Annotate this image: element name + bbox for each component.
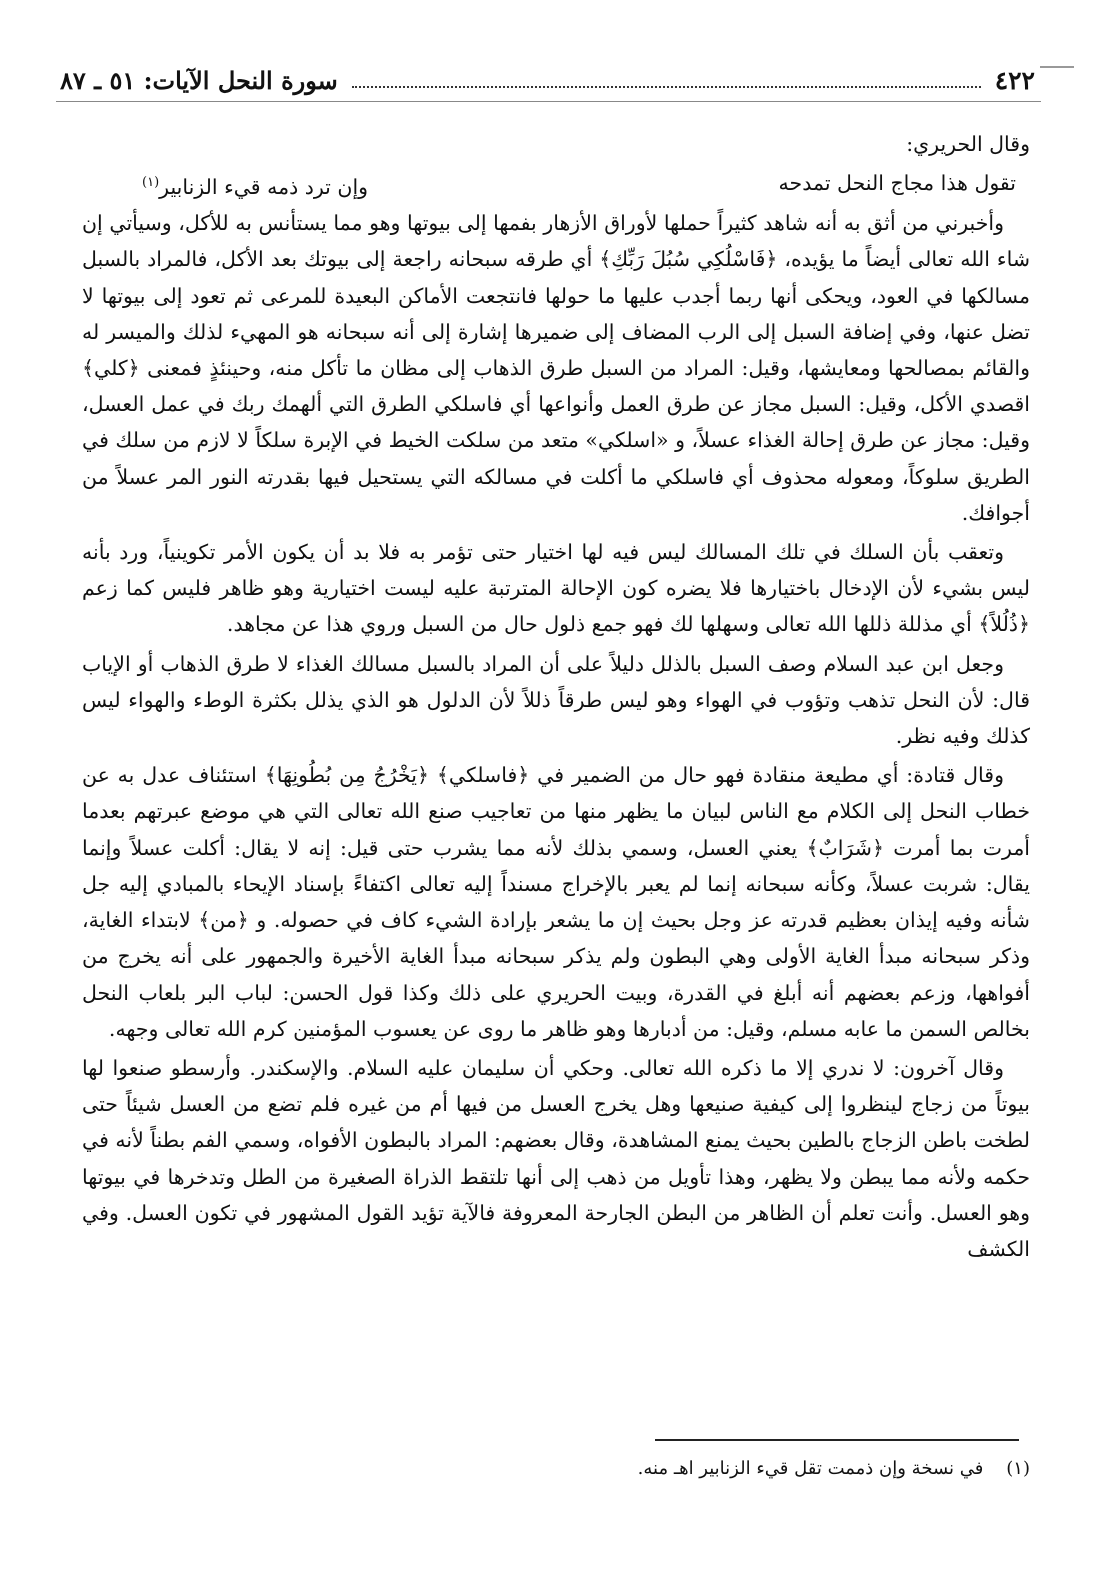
paragraph: وتعقب بأن السلك في تلك المسالك ليس فيه لها اختيار حتى تؤمر به فلا بد أن يكون الأمر تكوينياً، ورد بأنه ليس بشيء لأن الإدخال باختيارها فلا يضره كون الإحالة المترتبة عليه ليست اختيارية وهو ظاهر فليس كما زعم ﴿ذُلُلاً﴾ أي مذللة ذللها الله تعالى وسهلها لك فهو جمع ذلول حال من السبل وروي هذا عن مجاهد. xyxy=(82,540,1030,637)
footnote-separator xyxy=(655,1439,1019,1441)
header-rule xyxy=(56,101,1041,102)
paragraph: وقال قتادة: أي مطيعة منقادة فهو حال من الضمير في ﴿فاسلكي﴾ ﴿يَخْرُجُ مِن بُطُونِهَا﴾ استئناف عدل به عن خطاب النحل إلى الكلام مع الناس لبيان ما يظهر منها من تعاجيب صنع الله تعالى التي هي موضع عبرتهم بعدما أمرت بما أمرت ﴿شَرَابٌ﴾ يعني العسل، وسمي بذلك لأنه مما يشرب حتى قيل: إنه لا يقال: أكلت عسلاً وإنما يقال: شربت عسلاً، وكأنه سبحانه إنما لم يعبر بالإخراج مسنداً إليه تعالى اكتفاءً بإسناد الإيحاء بالمبادي إليه جل شأنه وفيه إيذان بعظيم قدرته عز وجل بحيث إن ما يشعر بإرادة الشيء كاف في حصوله. و ﴿من﴾ لابتداء الغاية، وذكر سبحانه مبدأ الغاية الأولى وهي البطون ولم يذكر سبحانه مبدأ الغاية الأخيرة والجمهور على أنه يخرج من أفواهها، وزعم بعضهم أنه أبلغ في القدرة، وبيت الحريري على ذلك وكذا قول الحسن: لباب البر بلعاب النحل بخالص السمن ما عابه مسلم، وقيل: من أدبارها وهو ظاهر ما روى عن يعسوب المؤمنين كرم الله تعالى وجهه. xyxy=(82,763,1030,1041)
running-header xyxy=(60,62,1035,98)
verse-second-hemistich: وإن ترد ذمه قيء الزنابير$^{(١)}$ xyxy=(142,175,369,200)
footnote-marker: (١) xyxy=(1006,1458,1030,1479)
footnote xyxy=(560,1456,1030,1482)
surah-title: سورة النحل الآيات: ٥١ ـ ٨٧ xyxy=(60,65,338,95)
paragraph: وأخبرني من أثق به أنه شاهد كثيراً حملها لأوراق الأزهار بفمها إلى بيوتها وهو مما يستأنس به للأكل، وسيأتي إن شاء الله تعالى أيضاً ما يؤيده، ﴿فَاسْلُكِي سُبُلَ رَبِّكِ﴾ أي طرقه سبحانه راجعة إلى بيوتك بعد الأكل، فالمراد بالسبل مسالكها في العود، ويحكى أنها ربما أجدب عليها ما حولها فانتجعت الأماكن البعيدة للمرعى ثم تعود إلى بيوتها لا تضل عنها، وفي إضافة السبل إلى الرب المضاف إلى ضميرها إشارة إلى أنه سبحانه هو المهيء لذلك والميسر له والقائم بمصالحها ومعايشها، وقيل: المراد من السبل طرق الذهاب إلى مظان ما تأكل منه، وحينئذٍ فمعنى ﴿كلي﴾ اقصدي الأكل، وقيل: السبل مجاز عن طرق العمل وأنواعها أي فاسلكي الطرق التي ألهمك ربك في عمل العسل، وقيل: مجاز عن طرق إحالة الغذاء عسلاً، و «اسلكي» متعد من سلكت الخيط في الإبرة سلكاً لا لازم من سلك في الطريق سلوكاً، ومعوله محذوف أي فاسلكي ما أكلت في مسالكه التي يستحيل فيها بقدرته النور المر عسلاً من أجوافك. xyxy=(82,211,1030,525)
page-corner-mark xyxy=(1040,66,1074,68)
paragraph: وقال آخرون: لا ندري إلا ما ذكره الله تعالى. وحكي أن سليمان عليه السلام. والإسكندر. وأرسطو صنعوا لها بيوتاً من زجاج لينظروا إلى كيفية صنيعها وهل يخرج العسل من فيها أم من غيره فلم تضع من العسل شيئاً حتى لطخت باطن الزجاج بالطين بحيث يمنع المشاهدة، وقال بعضهم: المراد بالبطون الأفواه، وسمي الفم بطناً لأنه في حكمه ولأنه مما يبطن ولا يظهر، وهذا تأويل من ذهب إلى أنها تلتقط الذراة الصغيرة من الطل وتدخرها في بيوتها وهو العسل. وأنت تعلم أن الظاهر من البطن الجارحة المعروفة فالآية تؤيد القول المشهور في تكون العسل. وفي الكشف xyxy=(82,1055,1030,1261)
paragraph: وجعل ابن عبد السلام وصف السبل بالذلل دليلاً على أن المراد بالسبل مسالك الغذاء لا طرق الذهاب أو الإياب قال: لأن النحل تذهب وتؤوب في الهواء وهو ليس طرقاً ذللاً لأن الدلول هو الذي يذلل بكثرة الوطء والهواء ليس كذلك وفيه نظر. xyxy=(82,651,1030,749)
poetry-verse xyxy=(82,165,1030,205)
header-dot-leader xyxy=(352,72,981,88)
verse-first-hemistich: تقول هذا مجاج النحل تمدحه xyxy=(778,171,1016,196)
footnote-text: في نسخة وإن ذممت تقل قيء الزنابير اهـ منه. xyxy=(637,1458,984,1479)
intro-line: وقال الحريري: xyxy=(906,132,1030,156)
footnote-reference: (١) xyxy=(142,175,160,191)
page-number: ٤٢٢ xyxy=(994,65,1035,95)
main-text xyxy=(82,126,1030,1270)
